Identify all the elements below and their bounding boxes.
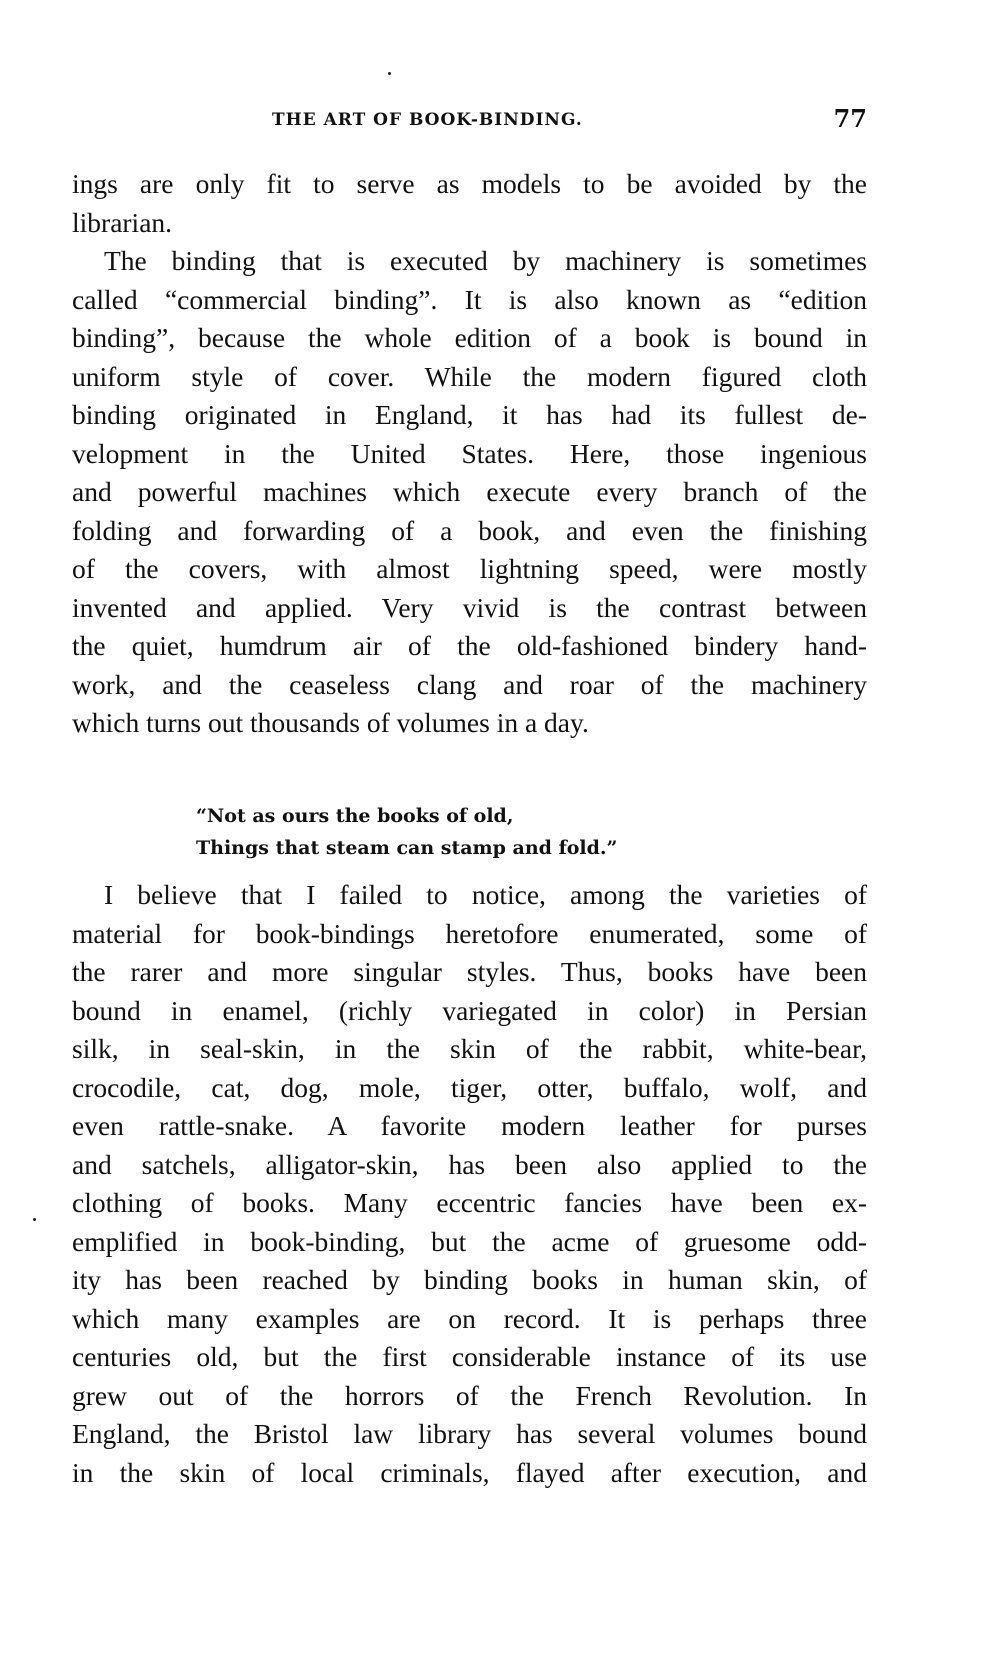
text-line: silk, in seal-skin, in the skin of the rabbit, white-bear,	[72, 1033, 867, 1064]
text-line: I believe that I failed to notice, among the varieties of	[104, 879, 867, 910]
poem-line: “Not as ours the books of old,	[196, 805, 514, 827]
text-line: work, and the ceaseless clang and roar of the machinery	[72, 668, 867, 700]
text-line: binding originated in England, it has had its fullest de-	[72, 399, 867, 430]
text-line: the rarer and more singular styles. Thus, books have been	[72, 956, 867, 987]
text-line: ings are only fit to serve as models to be avoided by the	[72, 168, 867, 199]
poem-quote	[196, 800, 617, 864]
text-line: invented and applied. Very vivid is the contrast between	[72, 591, 867, 623]
text-line: England, the Bristol law library has several volumes bound	[72, 1418, 867, 1449]
text-line: material for book-bindings heretofore enumerated, some of	[72, 917, 867, 949]
text-line: which many examples are on record. It is perhaps three	[72, 1302, 867, 1334]
text-line: emplified in book-binding, but the acme of gruesome odd-	[72, 1225, 867, 1257]
text-line: velopment in the United States. Here, those ingenious	[72, 437, 867, 469]
text-line: binding”, because the whole edition of a book is bound in	[72, 322, 867, 353]
text-line: crocodile, cat, dog, mole, tiger, otter, buffalo, wolf, and	[72, 1071, 867, 1103]
text-line: the quiet, humdrum air of the old-fashioned bindery hand-	[72, 630, 867, 661]
text-line: which turns out thousands of volumes in a day.	[72, 707, 589, 738]
text-line: clothing of books. Many eccentric fancies have been ex-	[72, 1187, 867, 1218]
speck-mark	[33, 1218, 36, 1221]
text-line: The binding that is executed by machinery is sometimes	[104, 245, 867, 276]
text-line: and powerful machines which execute every branch of the	[72, 476, 867, 507]
page-header	[72, 104, 867, 134]
text-line: even rattle-snake. A favorite modern leather for purses	[72, 1110, 867, 1141]
text-line: of the covers, with almost lightning speed, were mostly	[72, 553, 867, 584]
speck-mark	[388, 72, 391, 75]
text-line: called “commercial binding”. It is also known as “edition	[72, 283, 867, 315]
text-line: folding and forwarding of a book, and even the finishing	[72, 514, 867, 546]
text-line: centuries old, but the first considerable instance of its use	[72, 1341, 867, 1372]
poem-line: Things that steam can stamp and fold.”	[196, 837, 618, 859]
text-line: in the skin of local criminals, flayed after execution, and	[72, 1456, 867, 1488]
text-line: bound in enamel, (richly variegated in color) in Persian	[72, 994, 867, 1026]
body-text-top	[72, 165, 867, 743]
text-line: uniform style of cover. While the modern figured cloth	[72, 360, 867, 392]
text-line: ity has been reached by binding books in human skin, of	[72, 1264, 867, 1295]
body-text-bottom	[72, 876, 867, 1492]
text-line: and satchels, alligator-skin, has been also applied to the	[72, 1148, 867, 1180]
text-line: librarian.	[72, 206, 173, 238]
text-line: grew out of the horrors of the French Revolution. In	[72, 1379, 867, 1411]
running-title: THE ART OF BOOK-BINDING.	[272, 110, 583, 130]
page-number: 77	[833, 104, 867, 133]
